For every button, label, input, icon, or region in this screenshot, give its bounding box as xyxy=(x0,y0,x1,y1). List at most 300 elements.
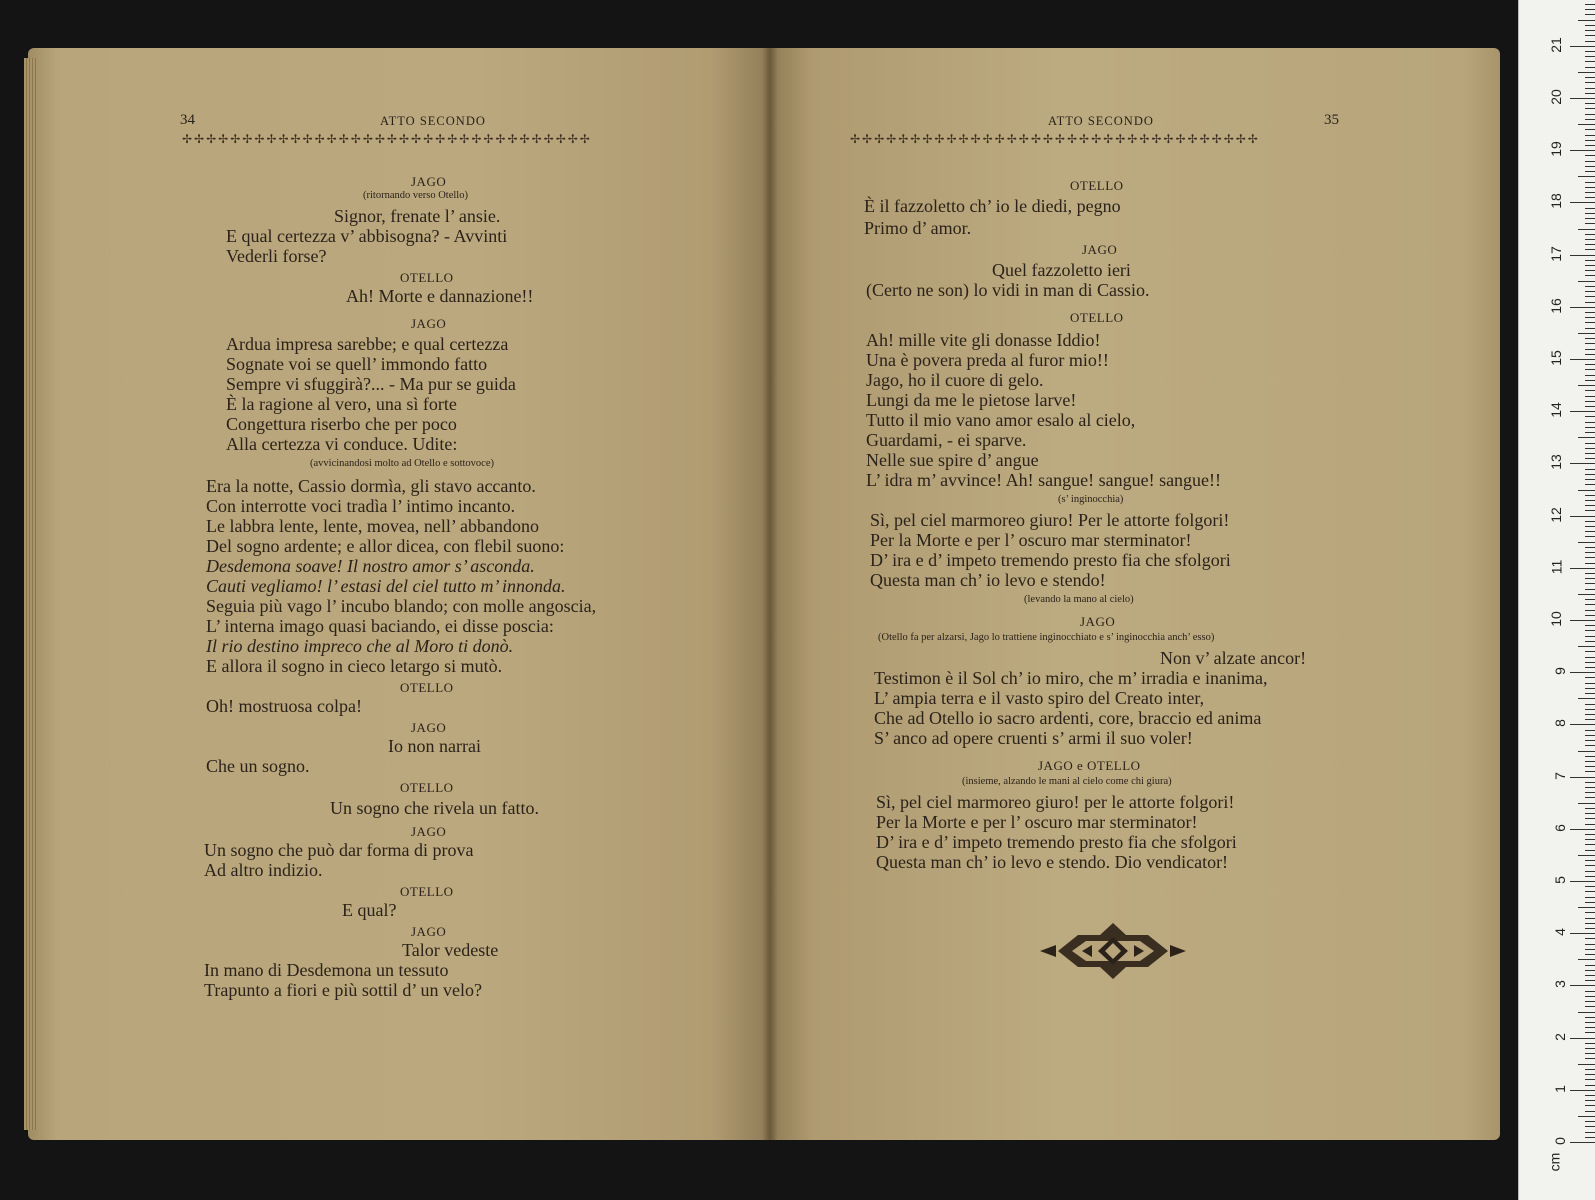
ruler-tick xyxy=(1585,354,1595,355)
ruler-tick xyxy=(1585,912,1595,913)
verse-line: Non v’ alzate ancor! xyxy=(1160,648,1307,668)
ruler-tick xyxy=(1585,443,1595,444)
ruler-tick xyxy=(1585,317,1595,318)
stage-direction: (s’ inginocchia) xyxy=(1058,494,1124,505)
ruler-tick xyxy=(1570,724,1595,725)
verse-line: Del sogno ardente; e allor dicea, con flebil suono: xyxy=(206,536,565,556)
ruler-tick xyxy=(1585,1137,1595,1138)
ruler-tick xyxy=(1585,891,1595,892)
right-page xyxy=(770,48,1500,1140)
verse-line: E qual certezza v’ abbisogna? - Avvinti xyxy=(226,226,508,246)
ruler-tick xyxy=(1585,328,1595,329)
ruler-tick xyxy=(1570,411,1595,412)
ruler-tick xyxy=(1585,782,1595,783)
ruler-tick xyxy=(1585,839,1595,840)
ruler-tick xyxy=(1585,343,1595,344)
speaker-name: JAGO e OTELLO xyxy=(1038,758,1141,773)
verse-line: Lungi da me le pietose larve! xyxy=(866,390,1077,410)
ruler-tick xyxy=(1578,124,1595,125)
verse-line: Vederli forse? xyxy=(226,246,327,266)
ruler-unit: cm xyxy=(1546,1152,1563,1172)
speaker-name: OTELLO xyxy=(400,780,454,795)
ruler-tick xyxy=(1585,651,1595,652)
verse-line: Con interrotte voci tradìa l’ intimo incanto. xyxy=(206,496,516,516)
ruler-tick xyxy=(1585,761,1595,762)
verse-line: S’ anco ad opere cruenti s’ armi il suo voler! xyxy=(874,728,1193,748)
ruler-tick xyxy=(1585,949,1595,950)
ruler-tick xyxy=(1585,526,1595,527)
ruler-tick xyxy=(1585,1032,1595,1033)
ruler-tick xyxy=(1578,176,1595,177)
verse-line: In mano di Desdemona un tessuto xyxy=(204,960,449,980)
ruler-tick xyxy=(1585,552,1595,553)
speaker-name: JAGO xyxy=(411,174,447,189)
ruler-tick xyxy=(1585,197,1595,198)
ruler-tick xyxy=(1585,1048,1595,1049)
measuring-ruler xyxy=(1518,0,1595,1200)
ruler-tick xyxy=(1585,208,1595,209)
verse-line: Quel fazzoletto ieri xyxy=(992,260,1131,280)
ruler-tick xyxy=(1578,281,1595,282)
ruler-label: 9 xyxy=(1552,667,1569,676)
ruler-tick xyxy=(1585,719,1595,720)
ruler-tick xyxy=(1585,589,1595,590)
ruler-tick xyxy=(1585,865,1595,866)
ruler-tick xyxy=(1578,855,1595,856)
verse-line: L’ idra m’ avvince! Ah! sangue! sangue! sangue!! xyxy=(866,470,1222,490)
ruler-tick xyxy=(1585,615,1595,616)
ruler-tick xyxy=(1585,182,1595,183)
ruler-label: 15 xyxy=(1548,350,1565,366)
ruler-tick xyxy=(1585,484,1595,485)
speaker-name: OTELLO xyxy=(400,270,454,285)
ruler-tick xyxy=(1578,803,1595,804)
ruler-label: 4 xyxy=(1552,928,1569,937)
ruler-label: 11 xyxy=(1548,559,1565,575)
ruler-tick xyxy=(1585,636,1595,637)
verse-line: Era la notte, Cassio dormìa, gli stavo accanto. xyxy=(206,476,536,496)
ruler-tick xyxy=(1578,490,1595,491)
ruler-tick xyxy=(1585,824,1595,825)
ruler-label: 16 xyxy=(1548,298,1565,314)
ruler-tick xyxy=(1585,735,1595,736)
ruler-tick xyxy=(1585,349,1595,350)
speaker-name: JAGO xyxy=(1080,614,1116,629)
ruler-label: 6 xyxy=(1552,823,1569,832)
ruler-tick xyxy=(1578,646,1595,647)
ruler-tick xyxy=(1585,108,1595,109)
ruler-tick xyxy=(1585,161,1595,162)
ruler-tick xyxy=(1578,20,1595,21)
ruler-tick xyxy=(1585,688,1595,689)
verse-line: Che ad Otello io sacro ardenti, core, braccio ed anima xyxy=(874,708,1262,728)
ruler-tick xyxy=(1585,797,1595,798)
ruler-tick xyxy=(1585,171,1595,172)
speaker-name: JAGO xyxy=(411,924,447,939)
ruler-tick xyxy=(1585,322,1595,323)
verse-line: Jago, ho il cuore di gelo. xyxy=(866,370,1044,390)
verse-line: Per la Morte e per l’ oscuro mar sterminator! xyxy=(870,530,1192,550)
ruler-tick xyxy=(1585,818,1595,819)
ruler-tick xyxy=(1585,730,1595,731)
ruler-tick xyxy=(1585,1022,1595,1023)
ruler-tick xyxy=(1585,657,1595,658)
ruler-tick xyxy=(1585,970,1595,971)
ruler-tick xyxy=(1585,573,1595,574)
verse-line: Testimon è il Sol ch’ io miro, che m’ irradia e inanima, xyxy=(874,668,1268,688)
ruler-tick xyxy=(1585,67,1595,68)
ruler-tick xyxy=(1585,1058,1595,1059)
ruler-tick xyxy=(1585,119,1595,120)
verse-line: E allora il sogno in cieco letargo si mutò. xyxy=(206,656,503,676)
ruler-tick xyxy=(1585,286,1595,287)
verse-line: Ah! Morte e dannazione!! xyxy=(346,286,534,306)
ruler-tick xyxy=(1585,103,1595,104)
ruler-label: 5 xyxy=(1552,876,1569,884)
ruler-tick xyxy=(1578,959,1595,960)
ruler-tick xyxy=(1585,338,1595,339)
ruler-tick xyxy=(1570,568,1595,569)
verse-line: Congettura riserbo che per poco xyxy=(226,414,457,434)
page-edges xyxy=(24,58,38,1130)
ruler-tick xyxy=(1585,557,1595,558)
ruler-tick xyxy=(1585,928,1595,929)
right-running-head: ATTO SECONDO xyxy=(1048,114,1154,128)
speaker-name: JAGO xyxy=(411,824,447,839)
ruler-tick xyxy=(1585,667,1595,668)
ruler-label: 8 xyxy=(1552,719,1569,728)
ruler-label: 1 xyxy=(1552,1084,1569,1093)
verse-line: D’ ira e d’ impeto tremendo presto fia che sfolgori xyxy=(876,832,1237,852)
ruler-label: 10 xyxy=(1548,611,1565,627)
ruler-tick xyxy=(1585,416,1595,417)
ruler-tick xyxy=(1585,260,1595,261)
ruler-tick xyxy=(1585,563,1595,564)
verse-line: Un sogno che rivela un fatto. xyxy=(330,798,539,818)
ruler-tick xyxy=(1585,850,1595,851)
verse-line: L’ interna imago quasi baciando, ei disse poscia: xyxy=(206,616,554,636)
ruler-tick xyxy=(1585,223,1595,224)
ruler-tick xyxy=(1585,364,1595,365)
left-page xyxy=(28,48,770,1140)
ruler-tick xyxy=(1585,808,1595,809)
ruler-tick xyxy=(1585,448,1595,449)
ruler-tick xyxy=(1585,683,1595,684)
ruler-tick xyxy=(1570,307,1595,308)
verse-line: Sognate voi se quell’ immondo fatto xyxy=(226,354,488,374)
ruler-tick xyxy=(1585,458,1595,459)
verse-line: Le labbra lente, lente, movea, nell’ abbandono xyxy=(206,516,540,536)
ruler-tick xyxy=(1585,479,1595,480)
ruler-tick xyxy=(1585,1111,1595,1112)
ruler-tick xyxy=(1585,406,1595,407)
verse-line: Ardua impresa sarebbe; e qual certezza xyxy=(226,334,509,354)
ruler-tick xyxy=(1585,88,1595,89)
ruler-tick xyxy=(1585,135,1595,136)
ruler-tick xyxy=(1585,1017,1595,1018)
verse-line: Trapunto a fiori e più sottil d’ un velo? xyxy=(204,980,482,1000)
ruler-tick xyxy=(1585,187,1595,188)
verse-line: Questa man ch’ io levo e stendo. Dio vendicator! xyxy=(876,852,1229,872)
ruler-tick xyxy=(1585,140,1595,141)
ruler-tick xyxy=(1585,792,1595,793)
ruler-tick xyxy=(1585,547,1595,548)
ruler-tick xyxy=(1585,834,1595,835)
ruler-tick xyxy=(1585,401,1595,402)
verse-line: Talor vedeste xyxy=(402,940,499,960)
verse-line: Una è povera preda al furor mio!! xyxy=(866,350,1109,370)
ruler-tick xyxy=(1570,933,1595,934)
speaker-name: OTELLO xyxy=(400,680,454,695)
ruler-tick xyxy=(1585,145,1595,146)
ruler-tick xyxy=(1570,516,1595,517)
ruler-tick xyxy=(1585,965,1595,966)
ruler-tick xyxy=(1585,41,1595,42)
ruler-tick xyxy=(1585,756,1595,757)
ruler-tick xyxy=(1585,771,1595,772)
stage-direction: (ritornando verso Otello) xyxy=(363,190,468,201)
decorative-rule-icon: ✢✢✢✢✢✢✢✢✢✢✢✢✢✢✢✢✢✢✢✢✢✢✢✢✢✢✢✢✢✢✢✢✢✢ xyxy=(182,132,592,144)
ruler-tick xyxy=(1578,229,1595,230)
ruler-label: 20 xyxy=(1548,89,1565,105)
ruler-tick xyxy=(1578,594,1595,595)
ruler-tick xyxy=(1578,72,1595,73)
ruler-tick xyxy=(1585,662,1595,663)
left-running-head: ATTO SECONDO xyxy=(380,114,486,128)
verse-line: Sì, pel ciel marmoreo giuro! Per le attorte folgori! xyxy=(870,510,1230,530)
ruler-tick xyxy=(1585,51,1595,52)
ruler-tick xyxy=(1585,610,1595,611)
ruler-tick xyxy=(1585,432,1595,433)
ruler-tick xyxy=(1585,35,1595,36)
verse-line: Ad altro indizio. xyxy=(204,860,323,880)
ruler-tick xyxy=(1585,510,1595,511)
ruler-tick xyxy=(1570,46,1595,47)
ruler-tick xyxy=(1585,1126,1595,1127)
ruler-tick xyxy=(1585,693,1595,694)
ruler-tick xyxy=(1585,1001,1595,1002)
ruler-tick xyxy=(1570,620,1595,621)
ruler-tick xyxy=(1585,1132,1595,1133)
ruler-tick xyxy=(1585,871,1595,872)
ruler-tick xyxy=(1585,1105,1595,1106)
ruler-tick xyxy=(1585,380,1595,381)
ruler-tick xyxy=(1570,98,1595,99)
ruler-label: 19 xyxy=(1548,141,1565,157)
ruler-label: 17 xyxy=(1548,245,1565,262)
ruler-tick xyxy=(1585,745,1595,746)
verse-line: Oh! mostruosa colpa! xyxy=(206,696,362,716)
ruler-tick xyxy=(1585,218,1595,219)
ruler-tick xyxy=(1585,1100,1595,1101)
ruler-label: 3 xyxy=(1552,980,1569,989)
speaker-name: OTELLO xyxy=(1070,310,1124,325)
ruler-tick xyxy=(1585,944,1595,945)
ruler-tick xyxy=(1585,1095,1595,1096)
ruler-tick xyxy=(1585,302,1595,303)
verse-line: Il rio destino impreco che al Moro ti donò. xyxy=(206,636,514,656)
ruler-tick xyxy=(1585,1085,1595,1086)
ruler-tick xyxy=(1578,1064,1595,1065)
ruler-tick xyxy=(1585,453,1595,454)
speaker-name: OTELLO xyxy=(1070,178,1124,193)
ruler-tick xyxy=(1585,291,1595,292)
ruler-tick xyxy=(1570,1142,1595,1143)
ruler-label: 13 xyxy=(1548,454,1565,471)
ruler-tick xyxy=(1578,751,1595,752)
ruler-tick xyxy=(1585,578,1595,579)
ruler-tick xyxy=(1585,390,1595,391)
ruler-tick xyxy=(1585,886,1595,887)
ruler-tick xyxy=(1585,876,1595,877)
ruler-tick xyxy=(1585,25,1595,26)
ruler-tick xyxy=(1585,1043,1595,1044)
ruler-tick xyxy=(1585,625,1595,626)
ruler-tick xyxy=(1585,500,1595,501)
ruler-tick xyxy=(1585,427,1595,428)
ruler-tick xyxy=(1570,672,1595,673)
ruler-tick xyxy=(1585,1069,1595,1070)
ruler-tick xyxy=(1585,396,1595,397)
ruler-tick xyxy=(1585,860,1595,861)
ruler-tick xyxy=(1585,996,1595,997)
speaker-name: JAGO xyxy=(411,316,447,331)
ruler-tick xyxy=(1585,239,1595,240)
verse-line: Tutto il mio vano amor esalo al cielo, xyxy=(866,410,1136,430)
verse-line: È il fazzoletto ch’ io le diedi, pegno xyxy=(864,196,1121,216)
verse-line: (Certo ne son) lo vidi in man di Cassio. xyxy=(866,280,1150,300)
ruler-tick xyxy=(1585,14,1595,15)
ruler-tick xyxy=(1585,766,1595,767)
verse-line: Nelle sue spire d’ angue xyxy=(866,450,1039,470)
stage-direction: (levando la mano al cielo) xyxy=(1024,594,1134,605)
ruler-tick xyxy=(1585,61,1595,62)
ruler-tick xyxy=(1585,244,1595,245)
ruler-tick xyxy=(1585,531,1595,532)
verse-line: Ah! mille vite gli donasse Iddio! xyxy=(866,330,1101,350)
ruler-tick xyxy=(1585,536,1595,537)
ruler-label: 7 xyxy=(1552,771,1569,780)
ruler-tick xyxy=(1578,437,1595,438)
ruler-tick xyxy=(1585,1053,1595,1054)
ruler-tick xyxy=(1585,469,1595,470)
ruler-tick xyxy=(1585,249,1595,250)
tailpiece-ornament-icon xyxy=(1038,921,1188,981)
ruler-tick xyxy=(1570,829,1595,830)
ruler-tick xyxy=(1585,704,1595,705)
ruler-tick xyxy=(1578,333,1595,334)
ruler-tick xyxy=(1585,422,1595,423)
stage-direction: (Otello fa per alzarsi, Jago lo trattiene inginocchiato e s’ inginocchia anch’ esso) xyxy=(878,632,1215,643)
ruler-tick xyxy=(1585,641,1595,642)
ruler-tick xyxy=(1585,521,1595,522)
ruler-tick xyxy=(1585,4,1595,5)
ruler-tick xyxy=(1585,813,1595,814)
verse-line: Che un sogno. xyxy=(206,756,310,776)
ruler-tick xyxy=(1585,980,1595,981)
ruler-tick xyxy=(1570,1090,1595,1091)
ruler-tick xyxy=(1585,1074,1595,1075)
speaker-name: JAGO xyxy=(1082,242,1118,257)
ruler-tick xyxy=(1570,463,1595,464)
verse-line: Per la Morte e per l’ oscuro mar sterminator! xyxy=(876,812,1198,832)
ruler-tick xyxy=(1585,604,1595,605)
ruler-label: 14 xyxy=(1548,402,1565,418)
ruler-tick xyxy=(1585,369,1595,370)
ruler-tick xyxy=(1585,312,1595,313)
ruler-tick xyxy=(1585,923,1595,924)
right-page-number: 35 xyxy=(1324,112,1339,128)
ruler-tick xyxy=(1585,897,1595,898)
ruler-tick xyxy=(1585,275,1595,276)
speaker-name: OTELLO xyxy=(400,884,454,899)
ruler-label: 18 xyxy=(1548,193,1565,210)
verse-line: L’ ampia terra e il vasto spiro del Creato inter, xyxy=(874,688,1205,708)
ruler-label: 12 xyxy=(1548,506,1565,523)
ruler-tick xyxy=(1585,991,1595,992)
ruler-tick xyxy=(1585,296,1595,297)
ruler-tick xyxy=(1585,844,1595,845)
verse-line: Primo d’ amor. xyxy=(864,218,972,238)
ruler-tick xyxy=(1578,1012,1595,1013)
ruler-tick xyxy=(1585,902,1595,903)
ruler-tick xyxy=(1585,599,1595,600)
open-book xyxy=(28,48,1500,1140)
ruler-tick xyxy=(1570,1038,1595,1039)
verse-line: Guardami, - ei sparve. xyxy=(866,430,1027,450)
ruler-tick xyxy=(1585,213,1595,214)
ruler-tick xyxy=(1585,630,1595,631)
ruler-tick xyxy=(1578,385,1595,386)
ruler-tick xyxy=(1585,677,1595,678)
ruler-tick xyxy=(1585,740,1595,741)
ruler-tick xyxy=(1585,505,1595,506)
ruler-tick xyxy=(1585,474,1595,475)
ruler-tick xyxy=(1570,359,1595,360)
ruler-tick xyxy=(1585,129,1595,130)
ruler-label: 21 xyxy=(1548,37,1565,53)
verse-line: Alla certezza vi conduce. Udite: xyxy=(226,434,458,454)
verse-line: Desdemona soave! Il nostro amor s’ asconda. xyxy=(206,556,535,576)
ruler-tick xyxy=(1570,202,1595,203)
ruler-tick xyxy=(1585,714,1595,715)
ruler-tick xyxy=(1585,1027,1595,1028)
ruler-tick xyxy=(1570,881,1595,882)
verse-line: Sì, pel ciel marmoreo giuro! per le attorte folgori! xyxy=(876,792,1235,812)
ruler-tick xyxy=(1570,777,1595,778)
ruler-tick xyxy=(1585,495,1595,496)
verse-line: Seguia più vago l’ incubo blando; con molle angoscia, xyxy=(206,596,597,616)
book-gutter xyxy=(762,48,778,1140)
ruler-tick xyxy=(1585,265,1595,266)
verse-line: E qual? xyxy=(342,900,397,920)
decorative-rule-icon: ✢✢✢✢✢✢✢✢✢✢✢✢✢✢✢✢✢✢✢✢✢✢✢✢✢✢✢✢✢✢✢✢✢✢ xyxy=(850,132,1260,144)
ruler-tick xyxy=(1585,375,1595,376)
verse-line: Signor, frenate l’ ansie. xyxy=(334,206,501,226)
ruler-tick xyxy=(1585,1006,1595,1007)
ruler-tick xyxy=(1578,698,1595,699)
ruler-tick xyxy=(1578,907,1595,908)
verse-line: Questa man ch’ io levo e stendo! xyxy=(870,570,1106,590)
ruler-tick xyxy=(1585,938,1595,939)
ruler-tick xyxy=(1585,583,1595,584)
ruler-label: 2 xyxy=(1552,1032,1569,1041)
ruler-tick xyxy=(1585,192,1595,193)
ruler-tick xyxy=(1585,56,1595,57)
ruler-tick xyxy=(1585,30,1595,31)
ruler-tick xyxy=(1585,234,1595,235)
ruler-tick xyxy=(1585,787,1595,788)
